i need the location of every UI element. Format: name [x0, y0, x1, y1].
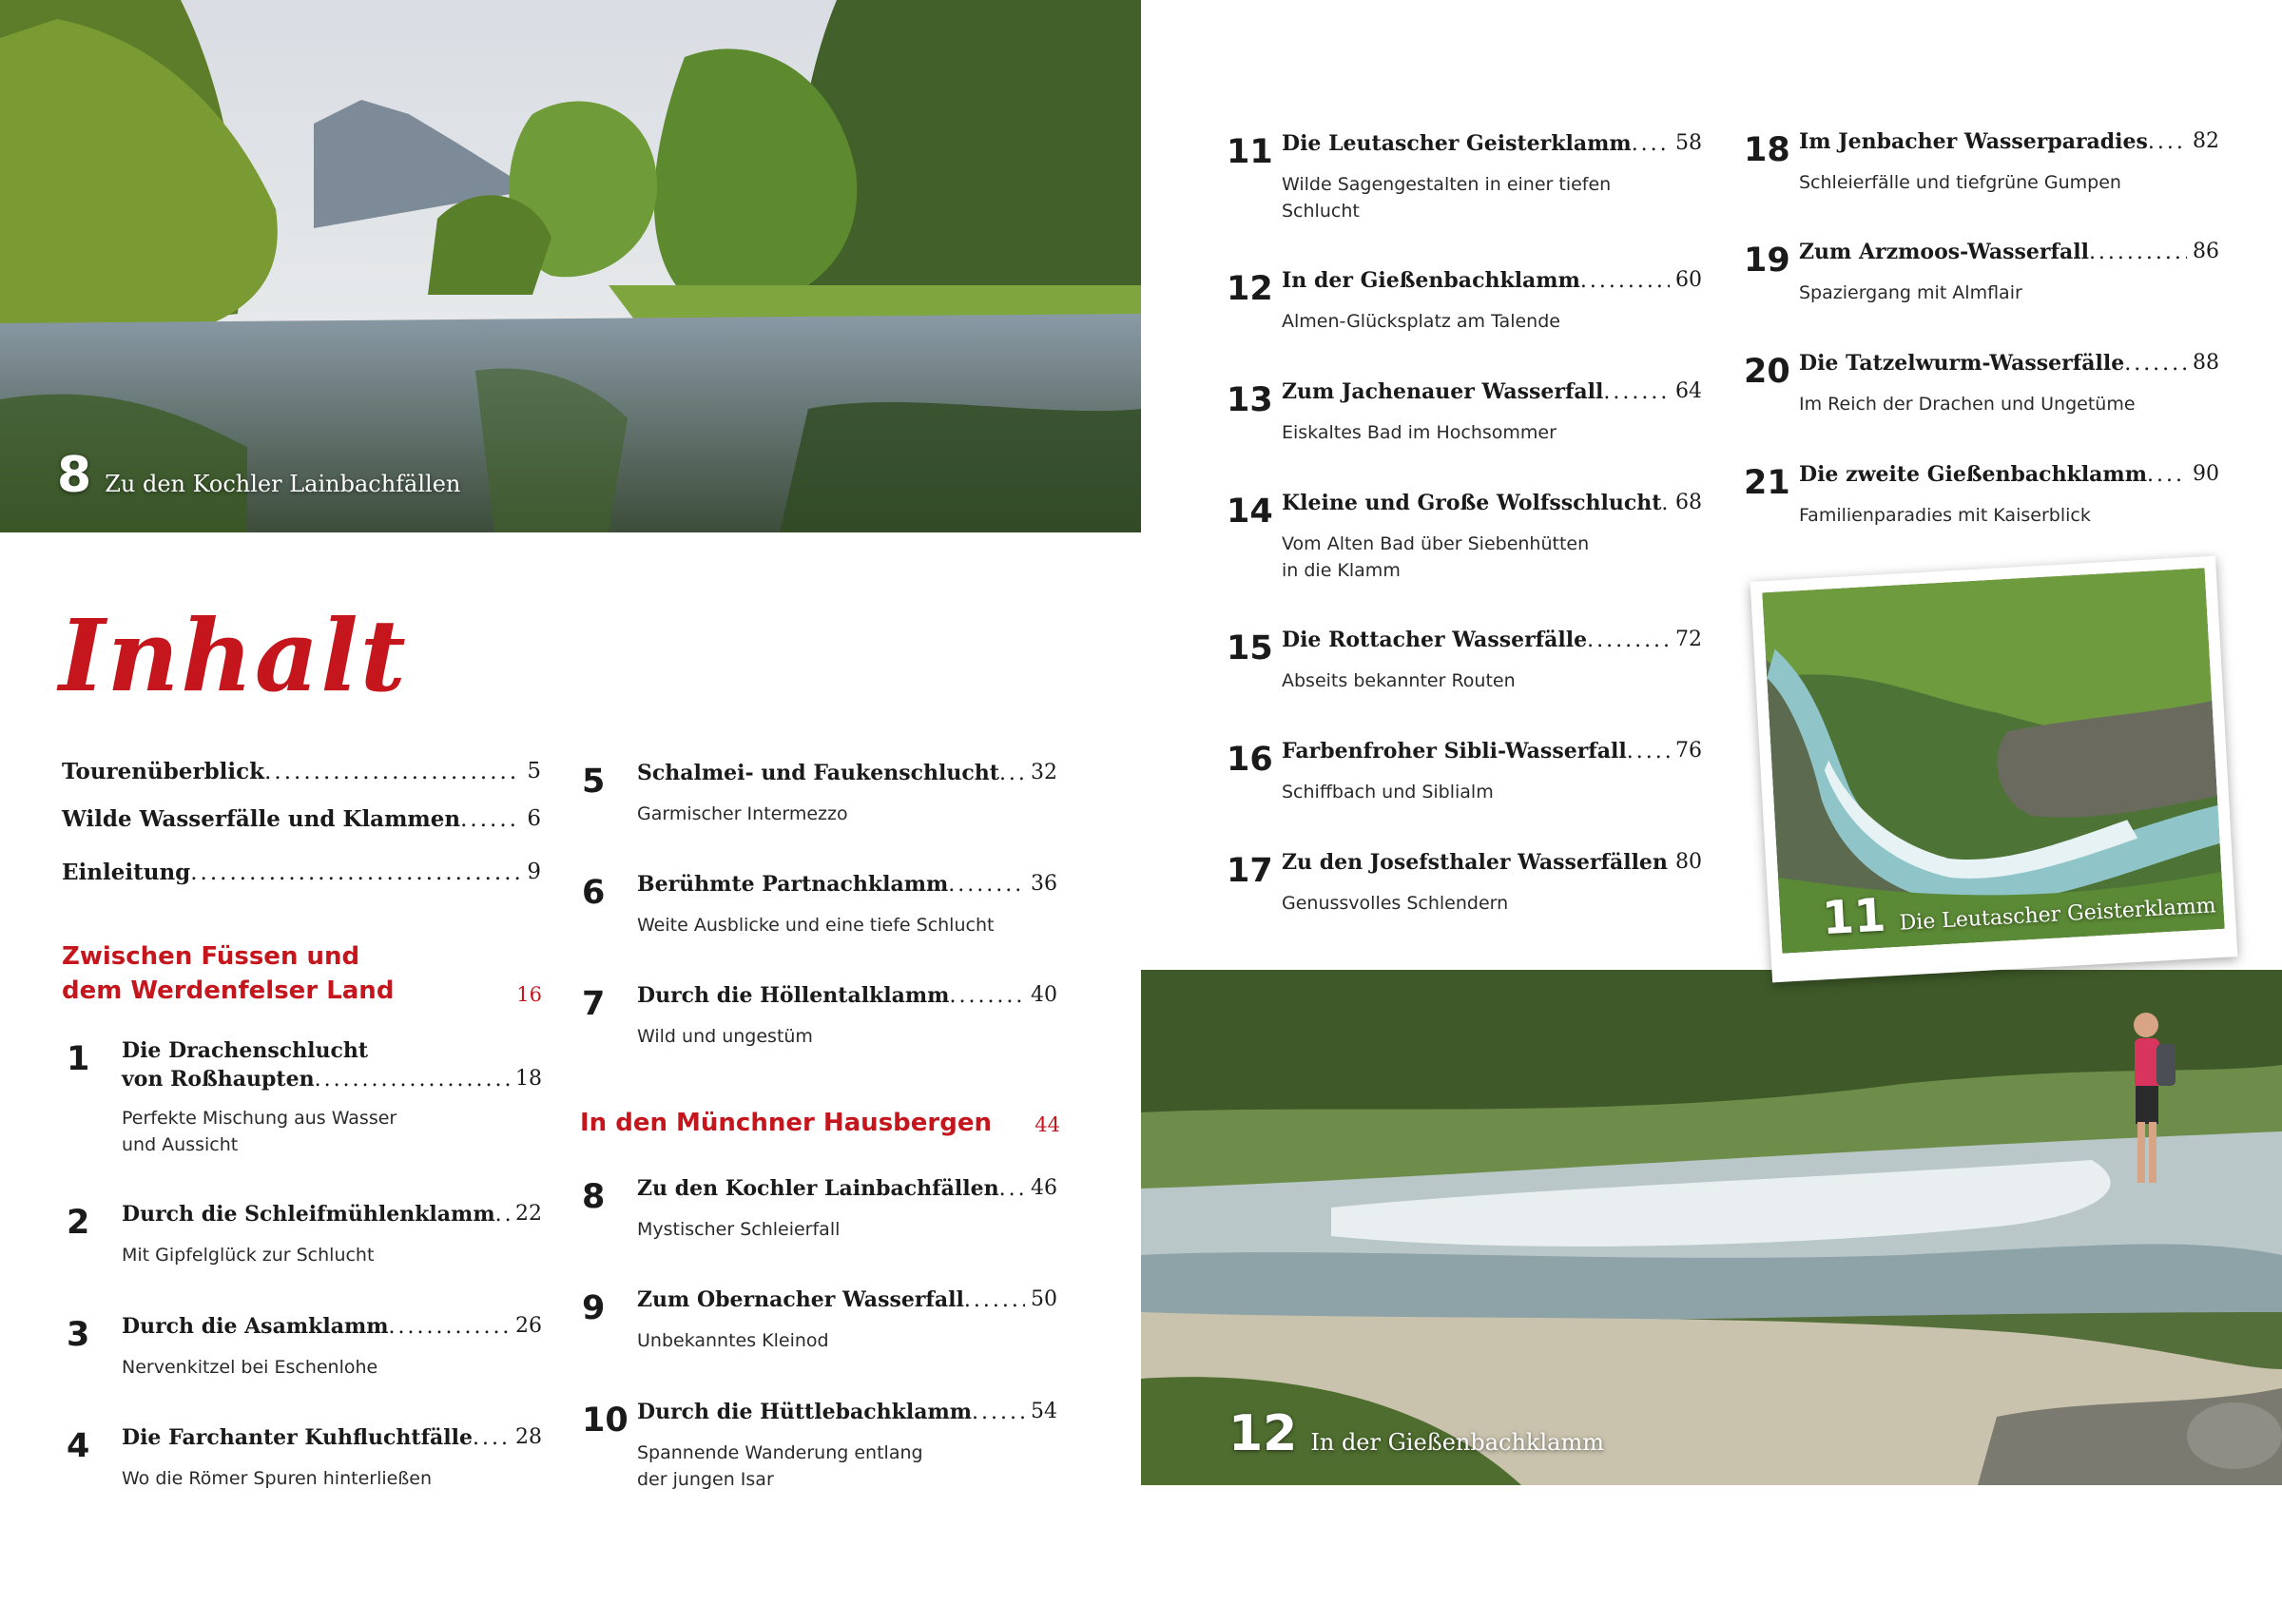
tour-title: Durch die Asamklamm	[122, 1314, 389, 1339]
tour-subtitle: Weite Ausblicke und eine tiefe Schlucht	[637, 915, 995, 936]
tour-title: Die zweite Gießenbachklamm	[1799, 462, 2147, 487]
tour-subtitle: Familienparadies mit Kaiserblick	[1799, 505, 2091, 526]
tour-subtitle: Wilde Sagengestalten in einer tiefen	[1282, 174, 1612, 195]
photo-giessenbachklamm	[1141, 970, 2282, 1485]
leader-dots	[2124, 349, 2187, 378]
tour-page-number: 32	[1031, 761, 1057, 784]
tour-page-number: 26	[515, 1314, 542, 1338]
tour-title: Kleine und Große Wolfsschlucht	[1282, 491, 1662, 515]
tour-subtitle: Wo die Römer Spuren hinterließen	[122, 1468, 433, 1489]
toc-page-number: 9	[527, 860, 541, 884]
tour-title: Zum Arzmoos-Wasserfall	[1799, 240, 2089, 264]
leader-dots	[264, 759, 521, 784]
tour-subtitle: Mit Gipfelglück zur Schlucht	[122, 1245, 375, 1266]
tour-page-number: 86	[2193, 240, 2219, 263]
tour-title: Die Leutascher Geisterklamm	[1282, 131, 1632, 156]
leader-dots	[949, 981, 1025, 1011]
tour-number: 4	[67, 1427, 90, 1465]
tour-subtitle: Mystischer Schleierfall	[637, 1219, 841, 1240]
leader-dots	[1603, 377, 1670, 407]
leader-dots	[190, 860, 521, 885]
tour-number: 14	[1227, 493, 1273, 531]
leader-dots	[964, 1286, 1025, 1315]
tour-title: Durch die Schleifmühlenklamm	[122, 1202, 495, 1227]
tour-number: 11	[1227, 133, 1273, 171]
tour-subtitle: Spaziergang mit Almflair	[1799, 282, 2022, 303]
tour-title: Zum Jachenauer Wasserfall	[1282, 379, 1604, 404]
tour-number: 3	[67, 1316, 90, 1354]
toc-front-label: Tourenüberblick	[62, 759, 265, 784]
toc-front-item[interactable]	[62, 759, 541, 784]
leader-dots	[2148, 127, 2187, 157]
tour-page-number: 72	[1675, 628, 1702, 651]
toc-front-label: Einleitung	[62, 860, 191, 885]
tour-page-number: 22	[515, 1202, 542, 1226]
toc-front-item[interactable]	[62, 860, 541, 885]
leader-dots	[1587, 626, 1670, 655]
tour-subtitle: Eiskaltes Bad im Hochsommer	[1282, 422, 1557, 443]
tour-page-number: 80	[1675, 850, 1702, 874]
tour-page-number: 40	[1031, 983, 1057, 1007]
leader-dots	[389, 1312, 510, 1342]
tour-number: 8	[582, 1178, 606, 1216]
leader-dots	[1627, 737, 1670, 766]
tour-title: von Roßhaupten	[122, 1067, 315, 1092]
tour-title: Die Farchanter Kuhfluchtfälle	[122, 1425, 474, 1450]
tour-number: 7	[582, 985, 606, 1023]
tour-title: Berühmte Partnachklamm	[637, 872, 949, 897]
toc-page-number: 6	[527, 806, 541, 831]
tour-number: 12	[1227, 270, 1273, 308]
leader-dots	[1580, 266, 1670, 296]
tour-page-number: 64	[1675, 379, 1702, 403]
leader-dots	[2147, 460, 2187, 490]
tour-page-number: 60	[1675, 268, 1702, 292]
tour-title: Durch die Hüttlebachklamm	[637, 1400, 973, 1424]
toc-page-number: 5	[527, 759, 541, 783]
photo-tour-number: 8	[57, 447, 92, 504]
photo-caption-text: Zu den Kochler Lainbachfällen	[105, 471, 461, 497]
tour-subtitle: in die Klamm	[1282, 560, 1401, 581]
tour-number: 6	[582, 874, 606, 912]
tour-page-number: 58	[1675, 131, 1702, 155]
photo-tour-number: 12	[1228, 1405, 1298, 1462]
tour-page-number: 82	[2193, 129, 2219, 153]
section-page-number: 16	[516, 983, 542, 1006]
tour-title: In der Gießenbachklamm	[1282, 268, 1580, 293]
tour-subtitle: Schleierfälle und tiefgrüne Gumpen	[1799, 172, 2121, 193]
tour-page-number: 46	[1031, 1176, 1057, 1200]
photo-caption-text: Die Leutascher Geisterklamm	[1899, 894, 2217, 936]
tour-number: 17	[1227, 852, 1273, 890]
tour-title: Die Tatzelwurm-Wasserfälle	[1799, 351, 2125, 376]
leader-dots	[495, 1200, 510, 1229]
photo-lainbach-landscape	[0, 0, 1141, 532]
tour-subtitle: Almen-Glücksplatz am Talende	[1282, 311, 1560, 332]
tour-subtitle: Wild und ungestüm	[637, 1026, 813, 1047]
tour-title: Zu den Kochler Lainbachfällen	[637, 1176, 999, 1201]
tour-subtitle: Im Reich der Drachen und Ungetüme	[1799, 394, 2136, 415]
polaroid-photo-geisterklamm	[1750, 556, 2238, 983]
tour-title: Zum Obernacher Wasserfall	[637, 1287, 964, 1312]
tour-title: Durch die Höllentalklamm	[637, 983, 950, 1008]
tour-page-number: 88	[2193, 351, 2219, 375]
tour-title: Im Jenbacher Wasserparadies	[1799, 129, 2148, 154]
leader-dots	[972, 1398, 1025, 1427]
leader-dots	[473, 1423, 510, 1453]
leader-dots	[315, 1065, 510, 1094]
tour-subtitle: und Aussicht	[122, 1134, 239, 1155]
tour-subtitle: Genussvolles Schlendern	[1282, 893, 1509, 914]
tour-page-number: 90	[2193, 462, 2219, 486]
tour-page-number: 18	[515, 1067, 542, 1091]
tour-number: 2	[67, 1204, 90, 1242]
tour-number: 18	[1744, 131, 1790, 169]
page-title: Inhalt	[59, 597, 408, 714]
toc-front-item[interactable]	[62, 806, 541, 832]
tour-number: 10	[582, 1402, 629, 1440]
tour-subtitle: Garmischer Intermezzo	[637, 803, 848, 824]
tour-title: Die Rottacher Wasserfälle	[1282, 628, 1588, 652]
leader-dots	[999, 759, 1025, 788]
tour-subtitle: Vom Alten Bad über Siebenhütten	[1282, 533, 1590, 554]
tour-number: 9	[582, 1289, 606, 1327]
section-title-line: dem Werdenfelser Land	[62, 976, 395, 1005]
tour-number: 13	[1227, 381, 1273, 419]
tour-page-number: 68	[1675, 491, 1702, 514]
tour-subtitle: Schiffbach und Siblialm	[1282, 782, 1494, 802]
leader-dots	[999, 1174, 1025, 1204]
photo-caption	[57, 447, 460, 504]
tour-page-number: 54	[1031, 1400, 1057, 1423]
tour-page-number: 50	[1031, 1287, 1057, 1311]
tour-page-number: 76	[1675, 739, 1702, 763]
tour-page-number: 36	[1031, 872, 1057, 896]
section-heading[interactable]	[580, 1106, 1060, 1140]
tour-subtitle: der jungen Isar	[637, 1469, 774, 1490]
section-title-line: In den Münchner Hausbergen	[580, 1109, 992, 1137]
tour-subtitle: Spannende Wanderung entlang	[637, 1442, 923, 1463]
tour-page-number: 28	[515, 1425, 542, 1449]
section-page-number: 44	[1035, 1113, 1060, 1136]
tour-number: 16	[1227, 741, 1273, 779]
leader-dots	[2089, 238, 2187, 267]
tour-number: 5	[582, 763, 606, 801]
tour-number: 20	[1744, 353, 1790, 391]
tour-subtitle: Perfekte Mischung aus Wasser	[122, 1108, 397, 1129]
leader-dots	[1661, 489, 1670, 518]
tour-number: 15	[1227, 629, 1273, 667]
leader-dots	[460, 806, 521, 832]
tour-number: 19	[1744, 242, 1790, 280]
tour-number: 1	[67, 1040, 90, 1078]
leader-dots	[1632, 129, 1670, 159]
tour-number: 21	[1744, 464, 1790, 502]
toc-front-label: Wilde Wasserfälle und Klammen	[62, 806, 461, 832]
tour-subtitle: Schlucht	[1282, 201, 1360, 222]
photo-tour-number: 11	[1820, 888, 1887, 946]
tour-subtitle: Nervenkitzel bei Eschenlohe	[122, 1357, 378, 1378]
tour-title: Schalmei- und Faukenschlucht	[637, 761, 999, 785]
section-heading[interactable]	[62, 939, 542, 1008]
tour-title: Die Drachenschlucht	[122, 1038, 369, 1063]
leader-dots	[948, 870, 1025, 899]
photo-caption	[1228, 1405, 1604, 1462]
section-title-line: Zwischen Füssen und	[62, 942, 360, 971]
photo-caption-text: In der Gießenbachklamm	[1310, 1429, 1604, 1456]
tour-title: Zu den Josefsthaler Wasserfällen	[1282, 850, 1668, 875]
tour-title: Farbenfroher Sibli-Wasserfall	[1282, 739, 1627, 764]
tour-subtitle: Unbekanntes Kleinod	[637, 1330, 829, 1351]
tour-subtitle: Abseits bekannter Routen	[1282, 670, 1516, 691]
